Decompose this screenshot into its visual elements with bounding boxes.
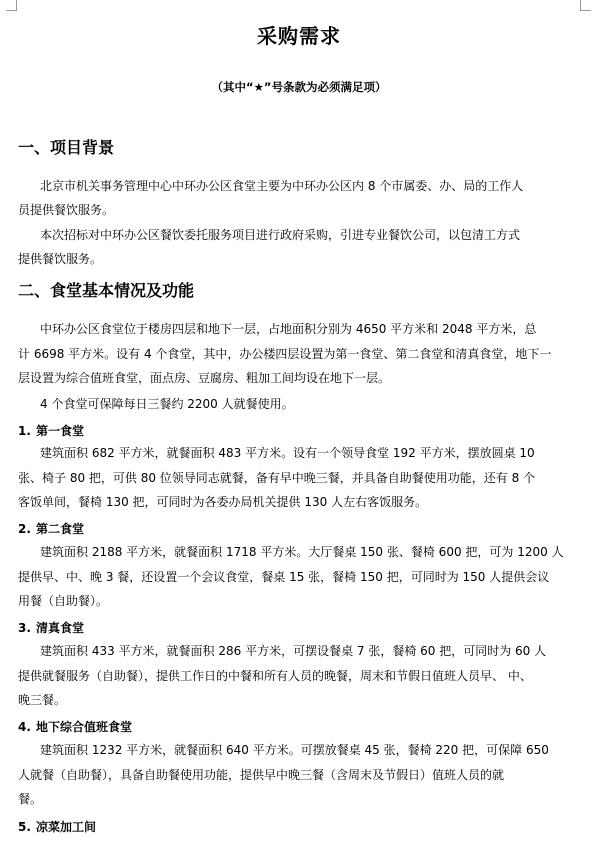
paragraph-line: 用餐（自助餐）。 — [18, 594, 109, 608]
paragraph-line: 提供餐饮服务。 — [18, 252, 103, 266]
paragraph-line: 人就餐（自助餐），具备自助餐使用功能，提供早中晚三餐（含周末及节假日）值班人员的就 — [18, 768, 505, 782]
paragraph-line: 建筑面积 433 平方米，就餐面积 286 平方米，可摆设餐桌 7 张，餐椅 60 把，可同时为 60 人 — [40, 644, 547, 658]
subsection-title: 地下综合值班食堂 — [36, 720, 133, 734]
subsection-title: 清真食堂 — [36, 621, 85, 635]
subsection-number: 1. — [18, 424, 31, 438]
subsection-title: 凉菜加工间 — [36, 820, 97, 834]
page-corner-mark-left — [6, 0, 17, 11]
section-heading-background: 一、项目背景 — [18, 138, 115, 157]
paragraph-line: 中环办公区食堂位于楼房四层和地下一层，占地面积分别为 4650 平方米和 2048 平方米，总 — [40, 322, 537, 336]
paragraph-line: 客饭单间，餐椅 130 把，可同时为各委办局机关提供 130 人左右客饭服务。 — [18, 495, 428, 509]
subsection-heading — [18, 520, 84, 537]
paragraph-line: 北京市机关事务管理中心中环办公区食堂主要为中环办公区内 8 个市属委、办、局的工作人 — [40, 179, 524, 193]
subsection-title: 第一食堂 — [36, 424, 85, 438]
document-subtitle: （其中“★”号条款为必须满足项） — [211, 80, 387, 94]
paragraph-line: 层设置为综合值班食堂，面点房、豆腐房、粗加工间均设在地下一层。 — [18, 371, 391, 385]
paragraph-line: 建筑面积 1232 平方米，就餐面积 640 平方米。可摆放餐桌 45 张，餐椅 220 把，可保障 650 — [40, 743, 549, 757]
subsection-heading — [18, 818, 96, 835]
paragraph-line: 餐。 — [18, 792, 43, 806]
paragraph-line: 本次招标对中环办公区餐饮委托服务项目进行政府采购，引进专业餐饮公司，以包清工方式 — [40, 228, 521, 242]
subsection-heading — [18, 422, 84, 439]
paragraph-line: 张、椅子 80 把，可供 80 位领导同志就餐，备有早中晚三餐，并具备自助餐使用功能，还有 8 个 — [18, 471, 536, 485]
subsection-number: 2. — [18, 522, 31, 536]
subsection-number: 3. — [18, 621, 31, 635]
subsection-heading — [18, 718, 132, 735]
subsection-title: 第二食堂 — [36, 522, 85, 536]
paragraph-line: 计 6698 平方米。设有 4 个食堂，其中，办公楼四层设置为第一食堂、第二食堂和清真食堂，地下一 — [18, 347, 552, 361]
section-heading-canteen-info: 二、食堂基本情况及功能 — [18, 281, 195, 300]
paragraph-line: 员提供餐饮服务。 — [18, 203, 115, 217]
subsection-heading — [18, 619, 84, 636]
paragraph-line: 晚三餐。 — [18, 693, 67, 707]
paragraph-line: 建筑面积 2188 平方米，就餐面积 1718 平方米。大厅餐桌 150 张、餐椅 600 把，可为 1200 人 — [40, 545, 564, 559]
paragraph-line: 建筑面积 682 平方米，就餐面积 483 平方米。设有一个领导食堂 192 平方米，摆放圆桌 10 — [40, 446, 535, 460]
paragraph-line: 提供早、中、晚 3 餐，还设置一个会议食堂，餐桌 15 张，餐椅 150 把，可同时为 150 人提供会议 — [18, 570, 550, 584]
subsection-number: 5. — [18, 820, 31, 834]
paragraph-line: 提供就餐服务（自助餐），提供工作日的中餐和所有人员的晚餐，周末和节假日值班人员早、 中、 — [18, 669, 532, 683]
document-title: 采购需求 — [257, 24, 341, 48]
page-corner-mark-right — [580, 0, 591, 11]
paragraph-line: 4 个食堂可保障每日三餐约 2200 人就餐使用。 — [40, 397, 294, 411]
subsection-number: 4. — [18, 720, 31, 734]
